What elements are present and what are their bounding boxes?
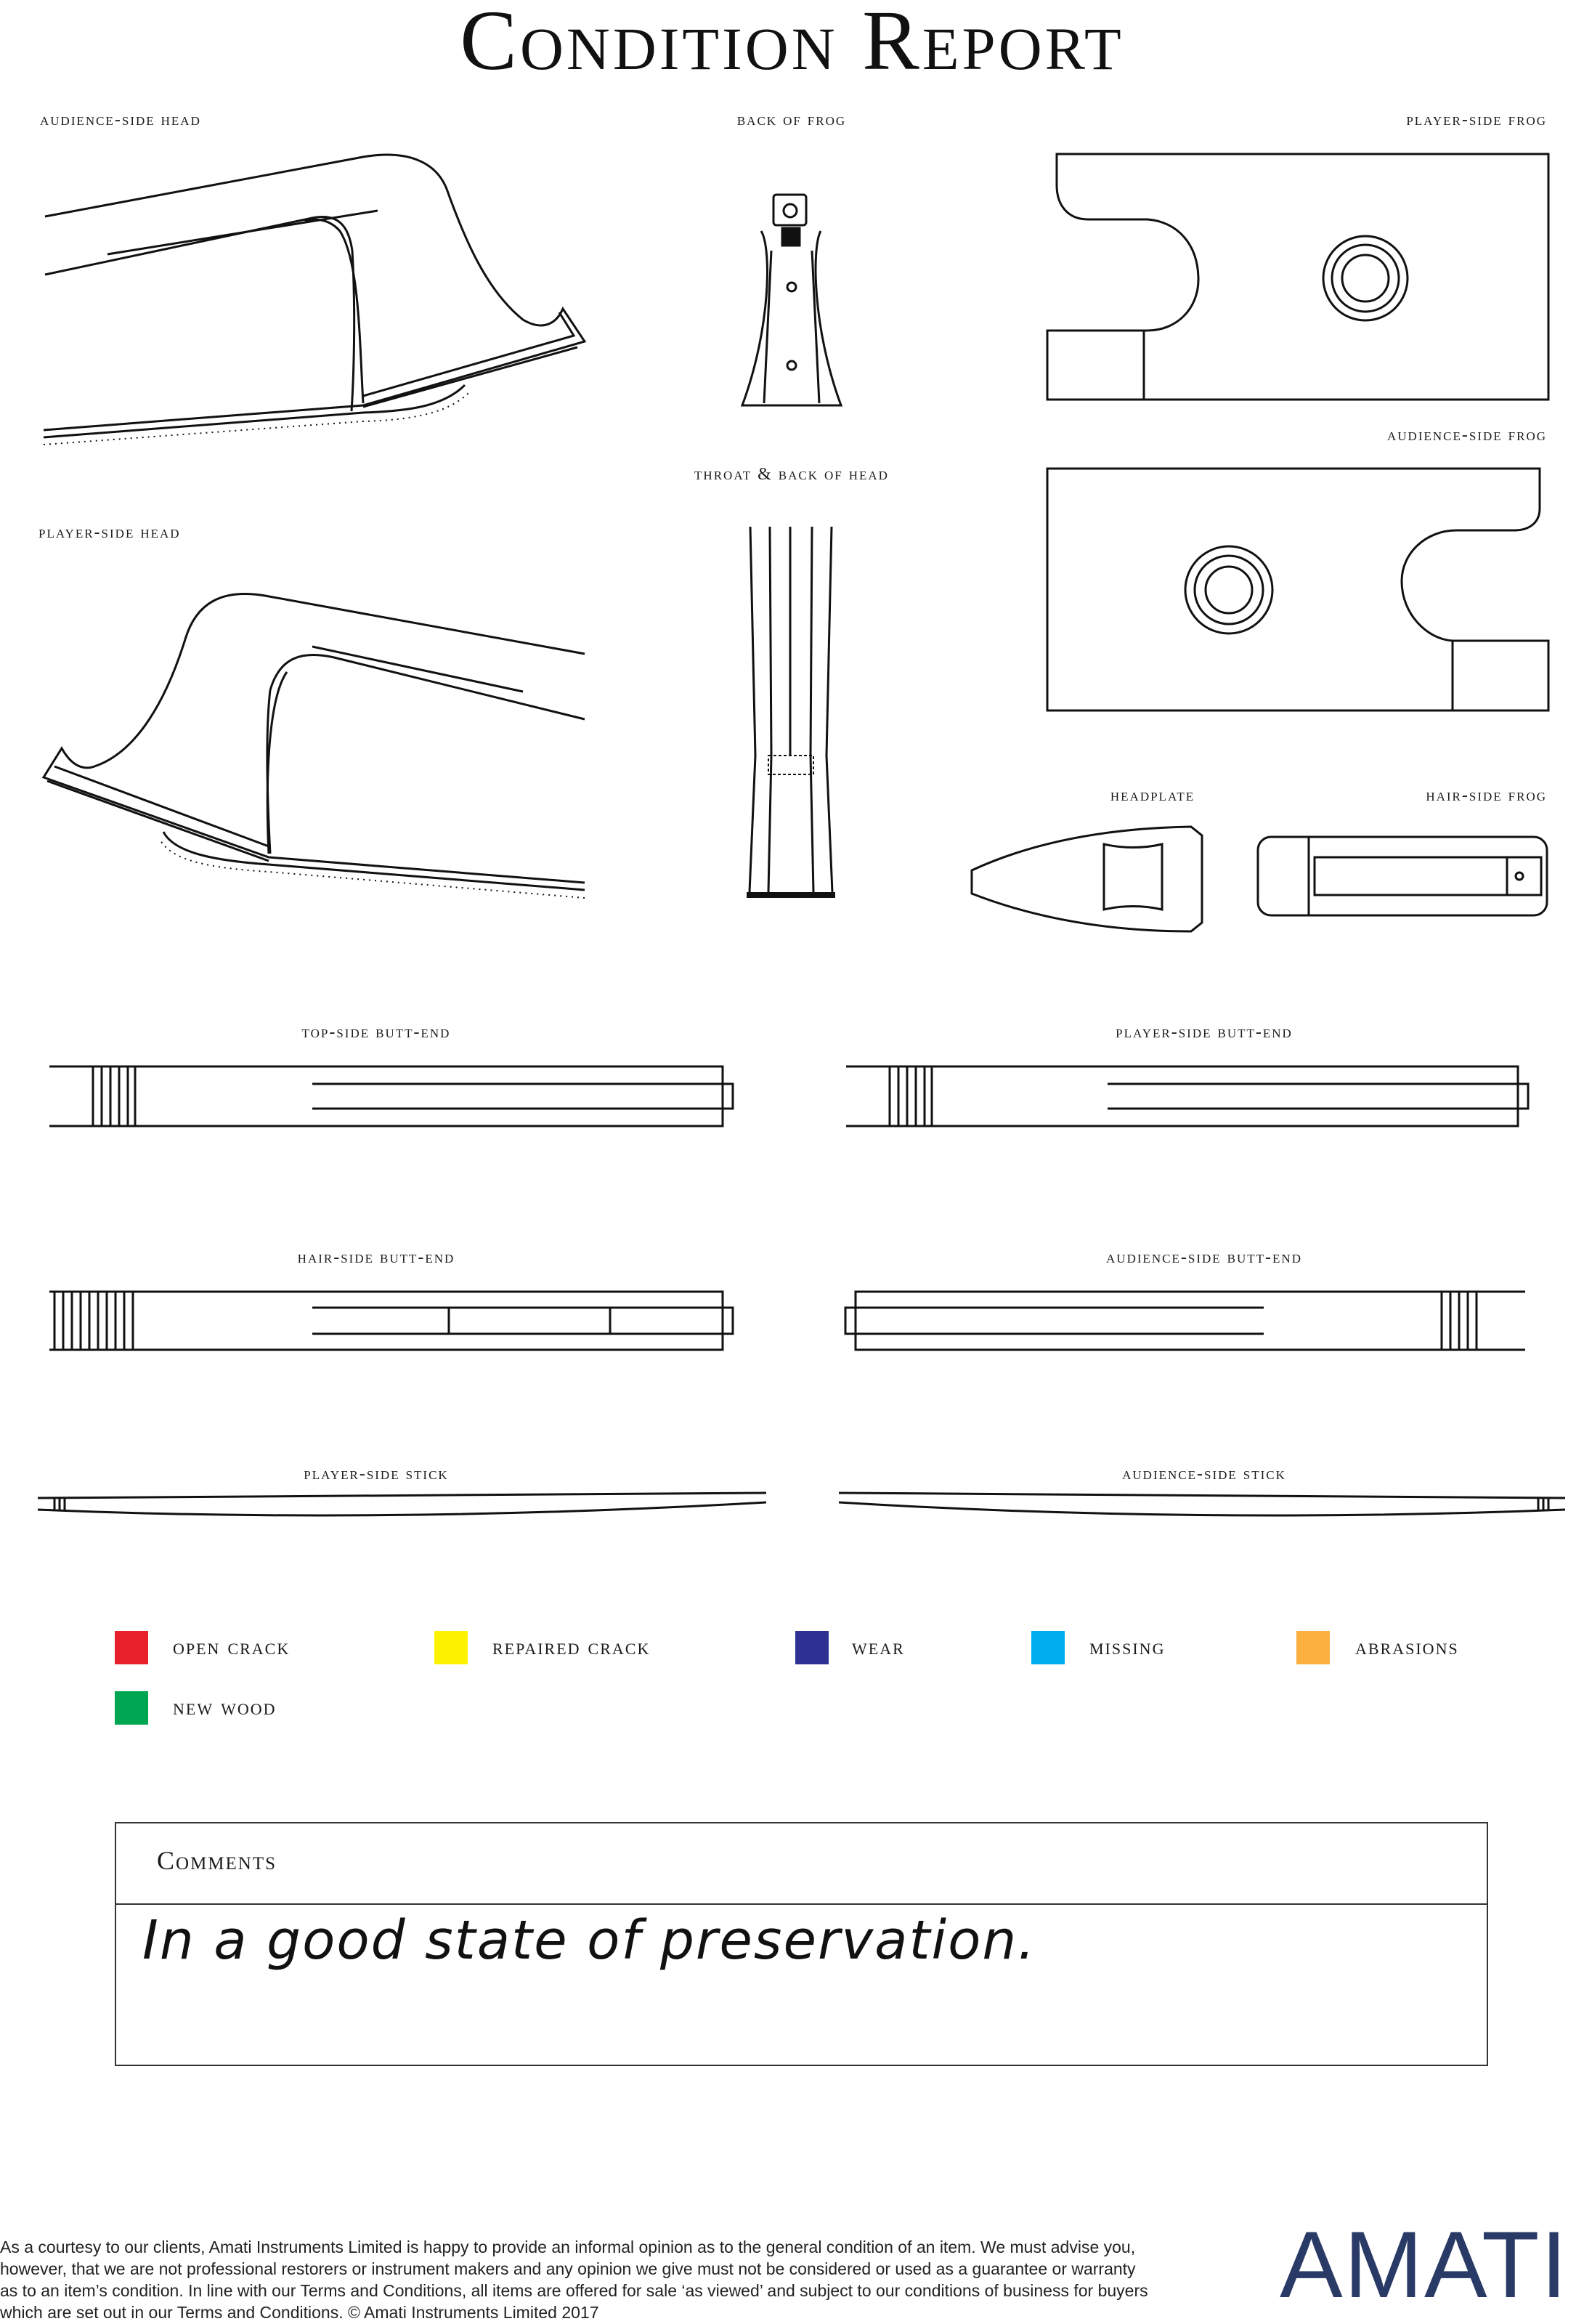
label-top-side-butt-end: top-side butt-end (301, 1023, 451, 1042)
legend-swatch-abrasions (1296, 1631, 1330, 1664)
comments-handwritten-text[interactable]: In a good state of preservation. (142, 1909, 1036, 1972)
label-hair-side-butt-end: hair-side butt-end (297, 1248, 455, 1267)
comments-header (116, 1823, 1487, 1905)
legend-label-open-crack: open crack (173, 1633, 291, 1659)
diagram-audience-side-butt-end[interactable] (845, 1292, 1525, 1350)
label-headplate: headplate (1110, 786, 1195, 805)
diagram-player-side-frog[interactable] (1047, 154, 1548, 400)
label-player-side-frog: player-side frog (1406, 110, 1547, 129)
label-audience-side-stick: audience-side stick (1122, 1465, 1286, 1483)
legend-swatch-missing (1031, 1631, 1065, 1664)
label-audience-side-head: audience-side head (40, 110, 201, 129)
label-player-side-stick: player-side stick (304, 1465, 449, 1483)
diagram-hair-side-butt-end[interactable] (49, 1292, 733, 1350)
legend-label-new-wood: new wood (173, 1693, 277, 1720)
legend-swatch-wear (795, 1631, 829, 1664)
label-audience-side-frog: audience-side frog (1387, 426, 1547, 445)
diagram-throat-back-of-head[interactable] (747, 527, 835, 895)
comments-heading: Comments (157, 1846, 277, 1875)
label-player-side-head: player-side head (38, 523, 181, 542)
disclaimer-text: As a courtesy to our clients, Amati Instruments Limited is happy to provide an informal opinion as to the general condition of an item. We must advise you, however, that we are not professional restorers or instrument makers and any opinion we give must not be considered or used as a guarantee or warranty as to an item’s condition. In line with our Terms and Conditions, all items are offered for sale ‘as viewed’ and subject to our conditions of business for buyers which are set out in our Terms and Conditions. © Amati Instruments Limited 2017 (0, 2238, 1148, 2322)
legend-swatch-open-crack (115, 1631, 148, 1664)
label-audience-side-butt-end: audience-side butt-end (1106, 1248, 1302, 1267)
label-player-side-butt-end: player-side butt-end (1116, 1023, 1293, 1042)
legend-swatch-repaired-crack (434, 1631, 468, 1664)
diagram-player-side-butt-end[interactable] (846, 1066, 1528, 1126)
legend-label-wear: wear (852, 1633, 905, 1659)
amati-logo: AMATI (1280, 2211, 1569, 2317)
diagram-hair-side-frog[interactable] (1258, 837, 1547, 915)
diagram-audience-side-head[interactable] (44, 155, 585, 445)
page-title: Condition Report (460, 0, 1124, 88)
diagram-headplate[interactable] (972, 827, 1202, 931)
diagram-player-side-head[interactable] (44, 594, 585, 899)
label-back-of-frog: back of frog (736, 110, 847, 129)
diagram-back-of-frog[interactable] (742, 195, 841, 405)
legend-label-missing: missing (1089, 1633, 1166, 1659)
legend-label-abrasions: abrasions (1355, 1633, 1459, 1659)
label-throat-back-of-head: throat & back of head (694, 465, 889, 484)
diagram-audience-side-frog[interactable] (1047, 469, 1548, 710)
diagram-audience-side-stick[interactable] (839, 1493, 1565, 1515)
diagram-top-side-butt-end[interactable] (49, 1066, 733, 1126)
legend-swatch-new-wood (115, 1691, 148, 1725)
comments-box (115, 1822, 1488, 2066)
legend-label-repaired-crack: repaired crack (492, 1633, 651, 1659)
label-hair-side-frog: hair-side frog (1426, 786, 1547, 805)
diagram-player-side-stick[interactable] (38, 1493, 766, 1515)
